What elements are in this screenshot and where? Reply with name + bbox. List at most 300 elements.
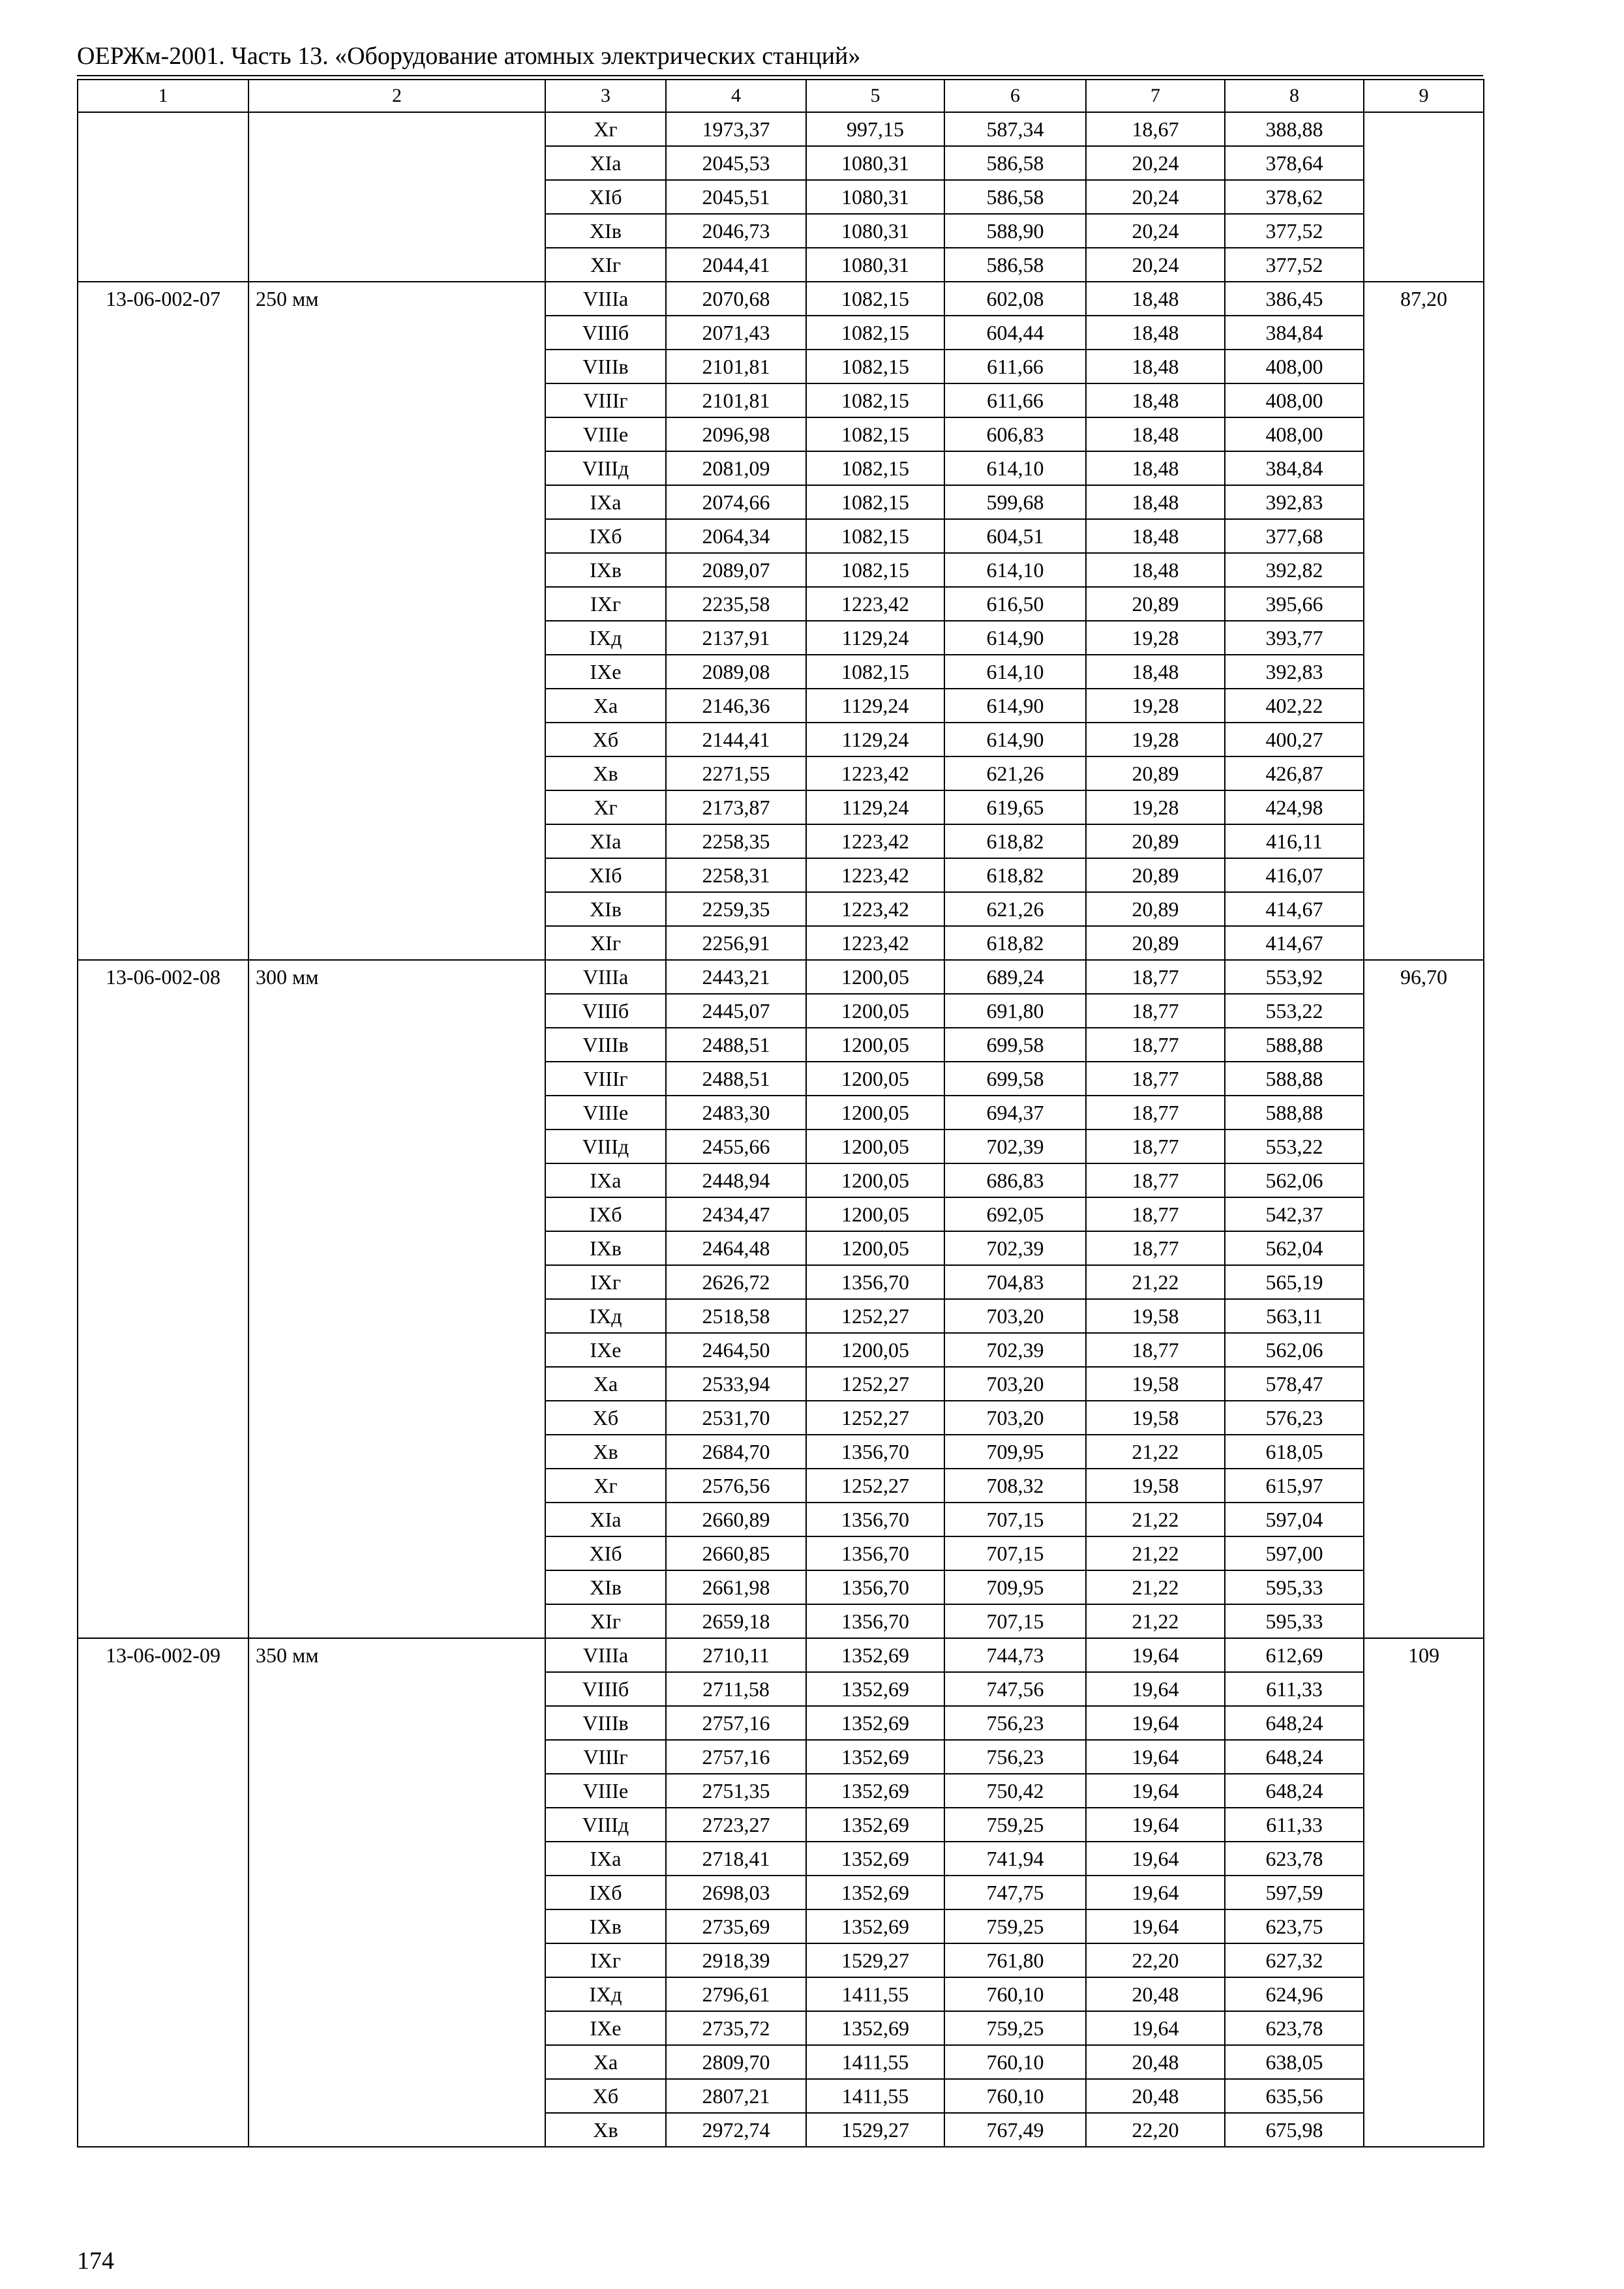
machinists-wages-cell: 18,48 (1086, 519, 1225, 553)
machinists-wages-cell: 19,58 (1086, 1367, 1225, 1401)
total-cost-cell: 2735,69 (666, 1909, 806, 1943)
column-header: 4 (666, 80, 806, 112)
wages-cell: 1529,27 (806, 2113, 944, 2147)
mass-cell: 96,70 (1364, 960, 1484, 1638)
page-header (77, 39, 1483, 73)
machinists-wages-cell: 18,77 (1086, 1062, 1225, 1096)
column-header: 1 (78, 80, 248, 112)
machinists-wages-cell: 20,48 (1086, 2045, 1225, 2079)
machinists-wages-cell: 19,64 (1086, 2011, 1225, 2045)
class-cell: Xб (545, 1401, 666, 1435)
column-header: 7 (1086, 80, 1225, 112)
class-cell: Xа (545, 1367, 666, 1401)
materials-cell: 416,07 (1225, 858, 1364, 892)
machinists-wages-cell: 21,22 (1086, 1536, 1225, 1570)
wages-cell: 1352,69 (806, 1706, 944, 1740)
machines-cell: 686,83 (944, 1163, 1086, 1197)
machines-cell: 694,37 (944, 1096, 1086, 1130)
mass-cell (1364, 112, 1484, 282)
machinists-wages-cell: 19,64 (1086, 1909, 1225, 1943)
materials-cell: 648,24 (1225, 1740, 1364, 1774)
total-cost-cell: 2074,66 (666, 485, 806, 519)
wages-cell: 1352,69 (806, 1808, 944, 1842)
code-cell: 13-06-002-08 (78, 960, 248, 1638)
wages-cell: 1080,31 (806, 248, 944, 282)
total-cost-cell: 2751,35 (666, 1774, 806, 1808)
machines-cell: 747,56 (944, 1672, 1086, 1706)
total-cost-cell: 2258,31 (666, 858, 806, 892)
materials-cell: 392,83 (1225, 485, 1364, 519)
name-cell (248, 112, 545, 282)
wages-cell: 1223,42 (806, 858, 944, 892)
total-cost-cell: 2448,94 (666, 1163, 806, 1197)
machines-cell: 747,75 (944, 1876, 1086, 1909)
machines-cell: 599,68 (944, 485, 1086, 519)
class-cell: IXб (545, 1876, 666, 1909)
wages-cell: 1082,15 (806, 316, 944, 350)
class-cell: IXе (545, 655, 666, 689)
total-cost-cell: 2089,08 (666, 655, 806, 689)
machinists-wages-cell: 18,48 (1086, 485, 1225, 519)
class-cell: VIIIг (545, 1062, 666, 1096)
machines-cell: 707,15 (944, 1536, 1086, 1570)
class-cell: VIIIе (545, 1774, 666, 1808)
materials-cell: 388,88 (1225, 112, 1364, 146)
class-cell: IXа (545, 485, 666, 519)
wages-cell: 1129,24 (806, 790, 944, 824)
wages-cell: 1356,70 (806, 1265, 944, 1299)
class-cell: XIг (545, 248, 666, 282)
materials-cell: 623,78 (1225, 1842, 1364, 1876)
machinists-wages-cell: 19,28 (1086, 689, 1225, 723)
machines-cell: 699,58 (944, 1028, 1086, 1062)
materials-cell: 384,84 (1225, 451, 1364, 485)
machines-cell: 616,50 (944, 587, 1086, 621)
machines-cell: 702,39 (944, 1231, 1086, 1265)
total-cost-cell: 2464,50 (666, 1333, 806, 1367)
materials-cell: 395,66 (1225, 587, 1364, 621)
machinists-wages-cell: 18,77 (1086, 1231, 1225, 1265)
wages-cell: 1352,69 (806, 1774, 944, 1808)
class-cell: VIIIв (545, 1028, 666, 1062)
wages-cell: 1082,15 (806, 655, 944, 689)
machines-cell: 750,42 (944, 1774, 1086, 1808)
materials-cell: 377,52 (1225, 248, 1364, 282)
wages-cell: 1252,27 (806, 1401, 944, 1435)
machines-cell: 689,24 (944, 960, 1086, 994)
wages-cell: 1082,15 (806, 519, 944, 553)
machines-cell: 588,90 (944, 214, 1086, 248)
total-cost-cell: 2173,87 (666, 790, 806, 824)
column-header: 9 (1364, 80, 1484, 112)
machines-cell: 703,20 (944, 1401, 1086, 1435)
materials-cell: 562,04 (1225, 1231, 1364, 1265)
materials-cell: 414,67 (1225, 892, 1364, 926)
machinists-wages-cell: 18,67 (1086, 112, 1225, 146)
machines-cell: 699,58 (944, 1062, 1086, 1096)
class-cell: XIа (545, 1503, 666, 1536)
machinists-wages-cell: 19,28 (1086, 790, 1225, 824)
materials-cell: 597,59 (1225, 1876, 1364, 1909)
machinists-wages-cell: 18,48 (1086, 383, 1225, 417)
materials-cell: 400,27 (1225, 723, 1364, 756)
machinists-wages-cell: 21,22 (1086, 1503, 1225, 1536)
materials-cell: 424,98 (1225, 790, 1364, 824)
wages-cell: 1252,27 (806, 1367, 944, 1401)
machines-cell: 604,51 (944, 519, 1086, 553)
wages-cell: 1356,70 (806, 1435, 944, 1469)
machinists-wages-cell: 19,64 (1086, 1706, 1225, 1740)
machines-cell: 692,05 (944, 1197, 1086, 1231)
total-cost-cell: 2137,91 (666, 621, 806, 655)
machines-cell: 614,90 (944, 723, 1086, 756)
price-table (77, 79, 1484, 2147)
wages-cell: 1200,05 (806, 994, 944, 1028)
materials-cell: 627,32 (1225, 1943, 1364, 1977)
wages-cell: 1356,70 (806, 1536, 944, 1570)
class-cell: IXа (545, 1163, 666, 1197)
materials-cell: 588,88 (1225, 1062, 1364, 1096)
total-cost-cell: 2698,03 (666, 1876, 806, 1909)
materials-cell: 377,52 (1225, 214, 1364, 248)
code-cell: 13-06-002-09 (78, 1638, 248, 2147)
wages-cell: 1356,70 (806, 1503, 944, 1536)
materials-cell: 612,69 (1225, 1638, 1364, 1672)
class-cell: VIIIд (545, 1130, 666, 1163)
machinists-wages-cell: 18,48 (1086, 553, 1225, 587)
materials-cell: 623,75 (1225, 1909, 1364, 1943)
wages-cell: 1200,05 (806, 1062, 944, 1096)
class-cell: IXв (545, 1909, 666, 1943)
page-title: ОЕРЖм-2001. Часть 13. «Оборудование атомных электрических станций» (77, 42, 861, 70)
total-cost-cell: 2488,51 (666, 1028, 806, 1062)
wages-cell: 1082,15 (806, 485, 944, 519)
wages-cell: 1200,05 (806, 1163, 944, 1197)
machinists-wages-cell: 18,77 (1086, 994, 1225, 1028)
machinists-wages-cell: 20,89 (1086, 824, 1225, 858)
materials-cell: 595,33 (1225, 1604, 1364, 1638)
machines-cell: 761,80 (944, 1943, 1086, 1977)
class-cell: XIв (545, 1570, 666, 1604)
total-cost-cell: 2660,89 (666, 1503, 806, 1536)
machines-cell: 741,94 (944, 1842, 1086, 1876)
machinists-wages-cell: 20,24 (1086, 214, 1225, 248)
machines-cell: 611,66 (944, 350, 1086, 383)
wages-cell: 1200,05 (806, 1096, 944, 1130)
total-cost-cell: 2718,41 (666, 1842, 806, 1876)
class-cell: Xг (545, 1469, 666, 1503)
machines-cell: 756,23 (944, 1706, 1086, 1740)
materials-cell: 416,11 (1225, 824, 1364, 858)
wages-cell: 1129,24 (806, 621, 944, 655)
machines-cell: 621,26 (944, 892, 1086, 926)
materials-cell: 615,97 (1225, 1469, 1364, 1503)
class-cell: VIIIа (545, 282, 666, 316)
class-cell: IXе (545, 2011, 666, 2045)
machines-cell: 703,20 (944, 1299, 1086, 1333)
machinists-wages-cell: 22,20 (1086, 2113, 1225, 2147)
total-cost-cell: 2071,43 (666, 316, 806, 350)
class-cell: XIб (545, 1536, 666, 1570)
machines-cell: 702,39 (944, 1130, 1086, 1163)
class-cell: IXб (545, 519, 666, 553)
materials-cell: 386,45 (1225, 282, 1364, 316)
class-cell: XIг (545, 926, 666, 960)
wages-cell: 997,15 (806, 112, 944, 146)
total-cost-cell: 2046,73 (666, 214, 806, 248)
materials-cell: 377,68 (1225, 519, 1364, 553)
machines-cell: 709,95 (944, 1570, 1086, 1604)
machines-cell: 586,58 (944, 146, 1086, 180)
machinists-wages-cell: 18,77 (1086, 1028, 1225, 1062)
machines-cell: 707,15 (944, 1503, 1086, 1536)
wages-cell: 1223,42 (806, 587, 944, 621)
code-cell: 13-06-002-07 (78, 282, 248, 960)
materials-cell: 578,47 (1225, 1367, 1364, 1401)
column-number-row (78, 80, 1484, 112)
machinists-wages-cell: 18,48 (1086, 350, 1225, 383)
total-cost-cell: 2064,34 (666, 519, 806, 553)
machines-cell: 759,25 (944, 1909, 1086, 1943)
total-cost-cell: 2081,09 (666, 451, 806, 485)
materials-cell: 588,88 (1225, 1096, 1364, 1130)
class-cell: Xв (545, 1435, 666, 1469)
class-cell: VIIIг (545, 1740, 666, 1774)
machinists-wages-cell: 18,48 (1086, 451, 1225, 485)
materials-cell: 562,06 (1225, 1163, 1364, 1197)
wages-cell: 1352,69 (806, 1672, 944, 1706)
class-cell: IXа (545, 1842, 666, 1876)
materials-cell: 648,24 (1225, 1774, 1364, 1808)
wages-cell: 1529,27 (806, 1943, 944, 1977)
machinists-wages-cell: 20,24 (1086, 180, 1225, 214)
total-cost-cell: 2445,07 (666, 994, 806, 1028)
class-cell: VIIIв (545, 350, 666, 383)
machines-cell: 703,20 (944, 1367, 1086, 1401)
class-cell: VIIIб (545, 1672, 666, 1706)
materials-cell: 408,00 (1225, 383, 1364, 417)
total-cost-cell: 2972,74 (666, 2113, 806, 2147)
machines-cell: 760,10 (944, 2045, 1086, 2079)
total-cost-cell: 2443,21 (666, 960, 806, 994)
total-cost-cell: 2258,35 (666, 824, 806, 858)
machinists-wages-cell: 19,64 (1086, 1740, 1225, 1774)
column-header: 2 (248, 80, 545, 112)
machinists-wages-cell: 21,22 (1086, 1570, 1225, 1604)
machinists-wages-cell: 18,48 (1086, 316, 1225, 350)
wages-cell: 1223,42 (806, 926, 944, 960)
class-cell: IXд (545, 621, 666, 655)
class-cell: VIIIе (545, 417, 666, 451)
total-cost-cell: 2807,21 (666, 2079, 806, 2113)
wages-cell: 1080,31 (806, 146, 944, 180)
materials-cell: 408,00 (1225, 350, 1364, 383)
class-cell: XIв (545, 214, 666, 248)
wages-cell: 1352,69 (806, 1740, 944, 1774)
machines-cell: 759,25 (944, 1808, 1086, 1842)
class-cell: XIг (545, 1604, 666, 1638)
materials-cell: 638,05 (1225, 2045, 1364, 2079)
page-number: 174 (77, 2247, 114, 2275)
machines-cell: 760,10 (944, 2079, 1086, 2113)
machines-cell: 619,65 (944, 790, 1086, 824)
total-cost-cell: 2455,66 (666, 1130, 806, 1163)
wages-cell: 1252,27 (806, 1469, 944, 1503)
wages-cell: 1082,15 (806, 451, 944, 485)
total-cost-cell: 2488,51 (666, 1062, 806, 1096)
total-cost-cell: 2045,53 (666, 146, 806, 180)
materials-cell: 563,11 (1225, 1299, 1364, 1333)
machines-cell: 602,08 (944, 282, 1086, 316)
class-cell: VIIIа (545, 1638, 666, 1672)
class-cell: XIб (545, 858, 666, 892)
machinists-wages-cell: 18,77 (1086, 1333, 1225, 1367)
wages-cell: 1082,15 (806, 553, 944, 587)
machinists-wages-cell: 19,28 (1086, 621, 1225, 655)
machines-cell: 709,95 (944, 1435, 1086, 1469)
total-cost-cell: 2757,16 (666, 1740, 806, 1774)
wages-cell: 1080,31 (806, 180, 944, 214)
total-cost-cell: 2757,16 (666, 1706, 806, 1740)
total-cost-cell: 2660,85 (666, 1536, 806, 1570)
wages-cell: 1356,70 (806, 1604, 944, 1638)
header-rule (77, 75, 1483, 76)
materials-cell: 595,33 (1225, 1570, 1364, 1604)
mass-cell: 87,20 (1364, 282, 1484, 960)
wages-cell: 1411,55 (806, 1977, 944, 2011)
class-cell: IXб (545, 1197, 666, 1231)
column-header: 5 (806, 80, 944, 112)
total-cost-cell: 2796,61 (666, 1977, 806, 2011)
materials-cell: 635,56 (1225, 2079, 1364, 2113)
machines-cell: 618,82 (944, 824, 1086, 858)
class-cell: IXг (545, 1265, 666, 1299)
total-cost-cell: 2144,41 (666, 723, 806, 756)
wages-cell: 1200,05 (806, 1231, 944, 1265)
materials-cell: 648,24 (1225, 1706, 1364, 1740)
materials-cell: 553,22 (1225, 994, 1364, 1028)
class-cell: VIIIг (545, 383, 666, 417)
materials-cell: 597,00 (1225, 1536, 1364, 1570)
total-cost-cell: 2045,51 (666, 180, 806, 214)
materials-cell: 378,62 (1225, 180, 1364, 214)
column-header: 3 (545, 80, 666, 112)
class-cell: Xб (545, 2079, 666, 2113)
wages-cell: 1129,24 (806, 689, 944, 723)
class-cell: Xг (545, 112, 666, 146)
machines-cell: 587,34 (944, 112, 1086, 146)
class-cell: IXд (545, 1977, 666, 2011)
machines-cell: 744,73 (944, 1638, 1086, 1672)
class-cell: IXд (545, 1299, 666, 1333)
machinists-wages-cell: 21,22 (1086, 1435, 1225, 1469)
class-cell: Xб (545, 723, 666, 756)
materials-cell: 402,22 (1225, 689, 1364, 723)
machinists-wages-cell: 19,58 (1086, 1469, 1225, 1503)
column-header: 6 (944, 80, 1086, 112)
class-cell: VIIIд (545, 451, 666, 485)
materials-cell: 562,06 (1225, 1333, 1364, 1367)
class-cell: Xв (545, 2113, 666, 2147)
machines-cell: 621,26 (944, 756, 1086, 790)
machines-cell: 691,80 (944, 994, 1086, 1028)
class-cell: Xв (545, 756, 666, 790)
total-cost-cell: 2101,81 (666, 383, 806, 417)
class-cell: Xа (545, 689, 666, 723)
machinists-wages-cell: 20,89 (1086, 858, 1225, 892)
total-cost-cell: 2271,55 (666, 756, 806, 790)
materials-cell: 611,33 (1225, 1672, 1364, 1706)
name-cell: 350 мм (248, 1638, 545, 2147)
materials-cell: 597,04 (1225, 1503, 1364, 1536)
materials-cell: 565,19 (1225, 1265, 1364, 1299)
materials-cell: 542,37 (1225, 1197, 1364, 1231)
class-cell: VIIIб (545, 316, 666, 350)
materials-cell: 611,33 (1225, 1808, 1364, 1842)
materials-cell: 588,88 (1225, 1028, 1364, 1062)
machines-cell: 614,10 (944, 655, 1086, 689)
total-cost-cell: 2070,68 (666, 282, 806, 316)
total-cost-cell: 2531,70 (666, 1401, 806, 1435)
wages-cell: 1129,24 (806, 723, 944, 756)
name-cell: 300 мм (248, 960, 545, 1638)
materials-cell: 392,82 (1225, 553, 1364, 587)
machinists-wages-cell: 19,64 (1086, 1638, 1225, 1672)
total-cost-cell: 2464,48 (666, 1231, 806, 1265)
wages-cell: 1082,15 (806, 350, 944, 383)
wages-cell: 1223,42 (806, 756, 944, 790)
machinists-wages-cell: 21,22 (1086, 1265, 1225, 1299)
wages-cell: 1352,69 (806, 1909, 944, 1943)
class-cell: XIб (545, 180, 666, 214)
materials-cell: 618,05 (1225, 1435, 1364, 1469)
class-cell: IXе (545, 1333, 666, 1367)
machines-cell: 611,66 (944, 383, 1086, 417)
class-cell: VIIIд (545, 1808, 666, 1842)
machines-cell: 614,10 (944, 451, 1086, 485)
total-cost-cell: 2684,70 (666, 1435, 806, 1469)
wages-cell: 1252,27 (806, 1299, 944, 1333)
total-cost-cell: 2044,41 (666, 248, 806, 282)
wages-cell: 1223,42 (806, 824, 944, 858)
machinists-wages-cell: 20,24 (1086, 248, 1225, 282)
machinists-wages-cell: 19,64 (1086, 1842, 1225, 1876)
code-cell (78, 112, 248, 282)
table-row (78, 960, 1484, 994)
wages-cell: 1200,05 (806, 1333, 944, 1367)
wages-cell: 1223,42 (806, 892, 944, 926)
materials-cell: 414,67 (1225, 926, 1364, 960)
total-cost-cell: 2576,56 (666, 1469, 806, 1503)
materials-cell: 553,92 (1225, 960, 1364, 994)
machines-cell: 759,25 (944, 2011, 1086, 2045)
machines-cell: 756,23 (944, 1740, 1086, 1774)
total-cost-cell: 2918,39 (666, 1943, 806, 1977)
materials-cell: 392,83 (1225, 655, 1364, 689)
table-body (78, 112, 1484, 2147)
wages-cell: 1352,69 (806, 1842, 944, 1876)
machines-cell: 614,10 (944, 553, 1086, 587)
machines-cell: 614,90 (944, 621, 1086, 655)
class-cell: XIа (545, 824, 666, 858)
machines-cell: 586,58 (944, 180, 1086, 214)
wages-cell: 1411,55 (806, 2079, 944, 2113)
class-cell: IXг (545, 587, 666, 621)
materials-cell: 576,23 (1225, 1401, 1364, 1435)
wages-cell: 1352,69 (806, 2011, 944, 2045)
machinists-wages-cell: 20,89 (1086, 587, 1225, 621)
total-cost-cell: 2533,94 (666, 1367, 806, 1401)
